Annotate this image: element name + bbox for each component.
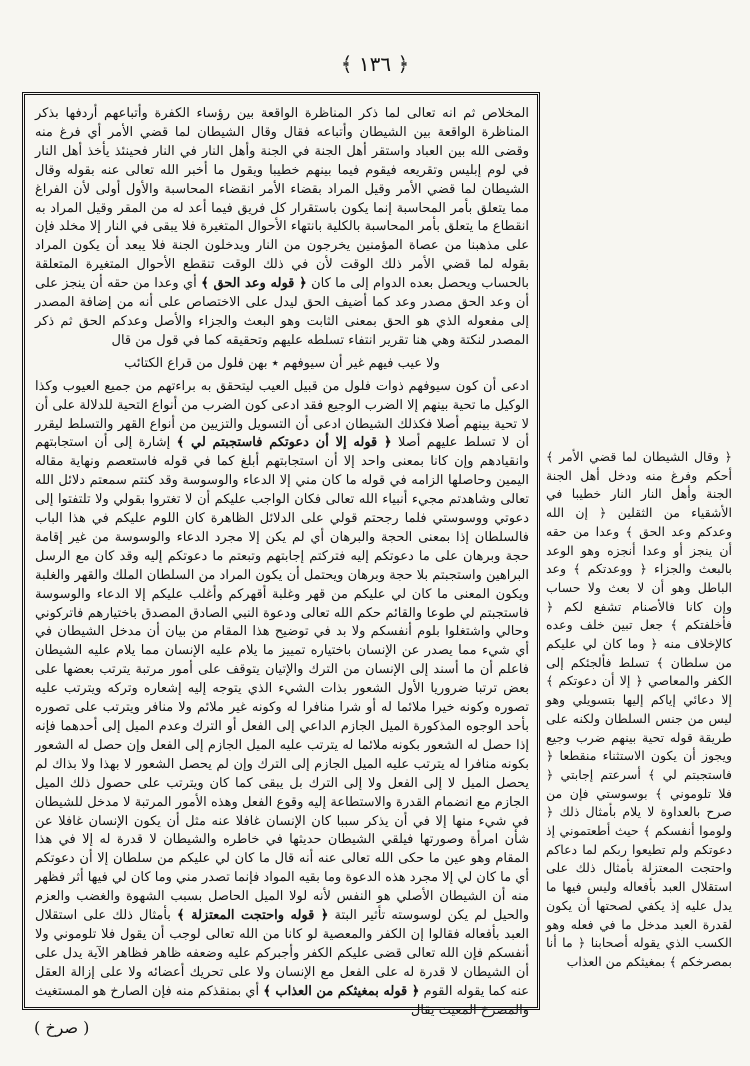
paragraph-2: أي وعدا من حقه أن ينجز على أن وعد الحق مصدر وعد كما أضيف الحق ليدل على الاختصاص على أنه من إضافة المصدر إلى مفعوله الذي هو الحق بمعنى الثابت وهو البعث والجزاء والأصل وعدكم الحق ثم ذكر المصدر لنكتة وهي هنا تقرير انتفاء تسلطه عليهم وتحقيقه كما في قول من قال <box>30 276 529 348</box>
paragraph-3: ادعى أن كون سيوفهم ذوات فلول من قبيل العيب ليتحقق به براءتهم من جميع العيوب وكذا الوكيل ما تحية بينهم إلا الضرب الوجيع فقد ادعى كون الضرب من أنواع التحية للدلالة على أن لا تحية بينهم أصلا فكذلك الشيطان ادعى أن التسويل والتزيين من أنواع القهر والتسلط ليقرر أن لا تسلط عليهم أصلا <box>30 378 529 451</box>
paragraph-5: بأمثال ذلك على استقلال العبد بأفعاله فقالوا إن الكفر والمعصية لو كانا من الله تعالى لوجب أن يقول فلا تلوموني ولا أنفسكم فإن الله تعالى قضى عليكم الكفر وأجبركم عليه وضعفه ظاهر فظاهر الآية يدل على أن الشيطان لا قدرة له على الفعل مع الإنسان ولا على تحريك أعضائه ولا على إزالة العقل عنه كما يقوله القوم <box>30 908 529 999</box>
poetry-verse: ولا عيب فيهم غير أن سيوفهم ٭ بهن فلول من قراع الكتائب <box>124 355 440 371</box>
catchword: ( صرخ ) <box>34 1018 90 1037</box>
main-text-frame <box>22 92 540 1018</box>
quote-marker-2: ﴿ قوله إلا أن دعوتكم فاستجبتم لي ﴾ <box>176 435 392 451</box>
paragraph-4: إشارة إلى أن استجابتهم وانقيادهم وإن كانا بمعنى واحد إلا أن استجابتهم أبلغ كما في قوله فاستعصم ونهاية مقاله اليمين وحاصلها الزامه في قوله ما كان مني إلا الدعاء والوسوسة وقد كنتم سمعتم دلائل الله تعالى وشاهدتم مجيء أنبياء الله تعالى فكان الواجب عليكم أن لا تغتروا بقولي ولا تلتفتوا إلى دعوتي ووسوستي فلما رجحتم قولي على الدلائل الظاهرة كان اللوم عليكم في هذا الباب فالسلطان إذا بمعنى الحجة والبرهان أي لم يكن إلا مجرد الدعاء والوسوسة من غير إقامة حجة وبرهان على ما دعوتكم إليه فتركتم إجابتهم وتبعتم ما دعوتكم إليه وقد كان مع الرسل البراهين واستجبتم بلا حجة وبرهان ويحتمل أن يكون المراد من السلطان الملك والقهر والغلبة ويكون المعنى ما كان لي عليكم من قهر وغلبة أقهركم وأغلب عليكم إلا الدعاء والوسوسة فاستجبتم لي طوعا والقائم حكم الله تعالى ودعوة النبي الصادق المصدق باختيارهم فاتركوني وحالي واشتغلوا بلوم أنفسكم ولا بد في توضيح هذا المقام من بيان أن مدخل الشيطان في أي شيء مما يصدر عن الإنسان باختياره تمييز ما يلام عليه الإنسان مما يلام عليه الشيطان فاعلم أن ما أسند إلى الإنسان من الترك والإتيان يتوقف على أمور مرتبة يترتب بعضها على بعض ترتبا ضروريا الأول الشعور بذات الشيء الذي يتوجه إليه إشعاره وتركه ويترتب عليه تصوره وكونه خيرا ملائما له أو شرا منافرا له وكونه غير ملائم ولا منافر ويترتب على تصوره بأحد الوجوه المذكورة الميل الجازم الداعي إلى الفعل أو الترك وعدم الميل إلى أحدهما فإنه إذا حصل له الشعور بكونه ملائما له يترتب عليه الميل الجازم إلى الفعل وإن حصل له الشعور بكونه منافرا له يترتب عليه الميل الجازم إلى الترك وإن لم يحصل الشعور لا بهذا ولا بذاك لم يحصل الميل لا إلى الفعل ولا إلى الترك بل يبقى كما كان ويترتب على حصول ذلك الميل الجازم مع انضمام القدرة والاستطاعة إليه وقوع الفعل وهذه الأمور المرتبة لا مدخل للشيطان في شيء منها إلا في أن يذكر سببا كان الإنسان غافلا عنه مثل أن يكون الإنسان غافلا عن شأن امرأة وصورتها فيلقي الشيطان حديثها في خاطره والشيطان لا قدرة له إلا في هذا المقام وهو عين ما حكى الله تعالى عنه أنه قال ما كان لي عليكم من سلطان إلا أن دعوتكم أي ما كان لي إلا مجرد هذه الدعوة وما بقيه المواد فإنما تصدر مني وما كان لي فيها أثر فظهر منه أن الشيطان الأصلي هو النفس لأنه لولا الميل الحاصل بسبب الشهوة والغضب والعزم والحيل لم يكن لوسوسته تأثير البتة <box>30 435 530 924</box>
page-number-ornament: ﴿ ١٣٦ ﴾ <box>340 52 410 76</box>
paragraph-6: أي بمنقذكم منه فإن الصارخ هو المستغيث والمصرخ المغيث يقال <box>30 983 529 1018</box>
main-commentary <box>25 95 537 1018</box>
paragraph-1: المخلاص ثم انه تعالى لما ذكر المناظرة الواقعة بين رؤساء الكفرة وأتباعهم أردفها بذكر المناظرة الواقعة بين الشيطان وأتباعه فقال وقال الشيطان لما قضي الأمر أي فرغ منه وقضى الله بين العباد واستقر أهل الجنة في الجنة وأهل النار في النار فحينئذ يأخذ أهل النار في لوم إبليس وتقريعه فيقوم فيما بينهم خطيبا ويقول ما أخبر الله تعالى عنه بقوله وقال الشيطان لما قضي الأمر وقيل المراد بقضاء الأمر انقضاء المحاسبة والأول أولى لأن الفراغ مما يتعلق بأمر المحاسبة إنما يكون باستقرار كل فريق فيما أعد له من المقر وقيل المراد به انقطاع ما يتعلق بأمر المحاسبة بالكلية بانتهاء الأحوال المتغيرة فلا يبقى في النار إلا مخلد فإن على مذهبنا من عصاة المؤمنين يخرجون من النار ويدخلون الجنة فلا يبعد أن يكون المراد بقوله لما قضي الأمر ذلك الوقت لأن في ذلك الوقت تنقطع الأحوال المتغيرة المتعلقة بالحساب ويحصل بعده الدوام إلى ما كان <box>30 106 529 292</box>
quote-marker-1: ﴿ قوله وعد الحق ﴾ <box>201 276 307 292</box>
margin-commentary: ﴿ وقال الشيطان لما قضي الأمر ﴾ أحكم وفرغ منه ودخل أهل الجنة الجنة وأهل النار النار خطيبا في الأشقياء من الثقلين ﴿ إن الله وعدكم وعد الحق ﴾ وعدا من حقه أن ينجز أو وعدا أنجزه وهو الوعد بالبعث والجزاء ﴿ ووعدتكم ﴾ وعد الباطل وهو أن لا بعث ولا حساب وإن كانا فالأصنام تشفع لكم ﴿ فأخلفتكم ﴾ جعل تبين خلف وعده كالإخلاف منه ﴿ وما كان لي عليكم من سلطان ﴾ تسلط فألجئكم إلى الكفر والمعاصي ﴿ إلا أن دعوتكم ﴾ إلا دعائي إياكم إليها بتسويلي وهو ليس من جنس السلطان ولكنه على طريقة قوله تحية بينهم ضرب وجيع ويجوز أن يكون الاستثناء منقطعا ﴿ فاستجبتم لي ﴾ أسرعتم إجابتي ﴿ فلا تلوموني ﴾ بوسوستي فإن من صرح بالعداوة لا يلام بأمثال ذلك ﴿ ولوموا أنفسكم ﴾ حيث أطعتموني إذ دعوتكم ولم تطيعوا ربكم لما دعاكم واحتجت المعتزلة بأمثال ذلك على استقلال العبد بأفعاله وليس فيها ما يدل عليه إذ يكفي لصحتها أن يكون لقدرة العبد مدخل ما في فعله وهو الكسب الذي يقوله أصحابنا ﴿ ما أنا بمصرخكم ﴾ بمغيثكم من العذاب <box>542 449 732 969</box>
quote-marker-3: ﴿ قوله واحتجت المعتزلة ﴾ <box>177 908 329 924</box>
quote-marker-4: ﴿ قوله بمغيثكم من العذاب ﴾ <box>263 983 420 999</box>
